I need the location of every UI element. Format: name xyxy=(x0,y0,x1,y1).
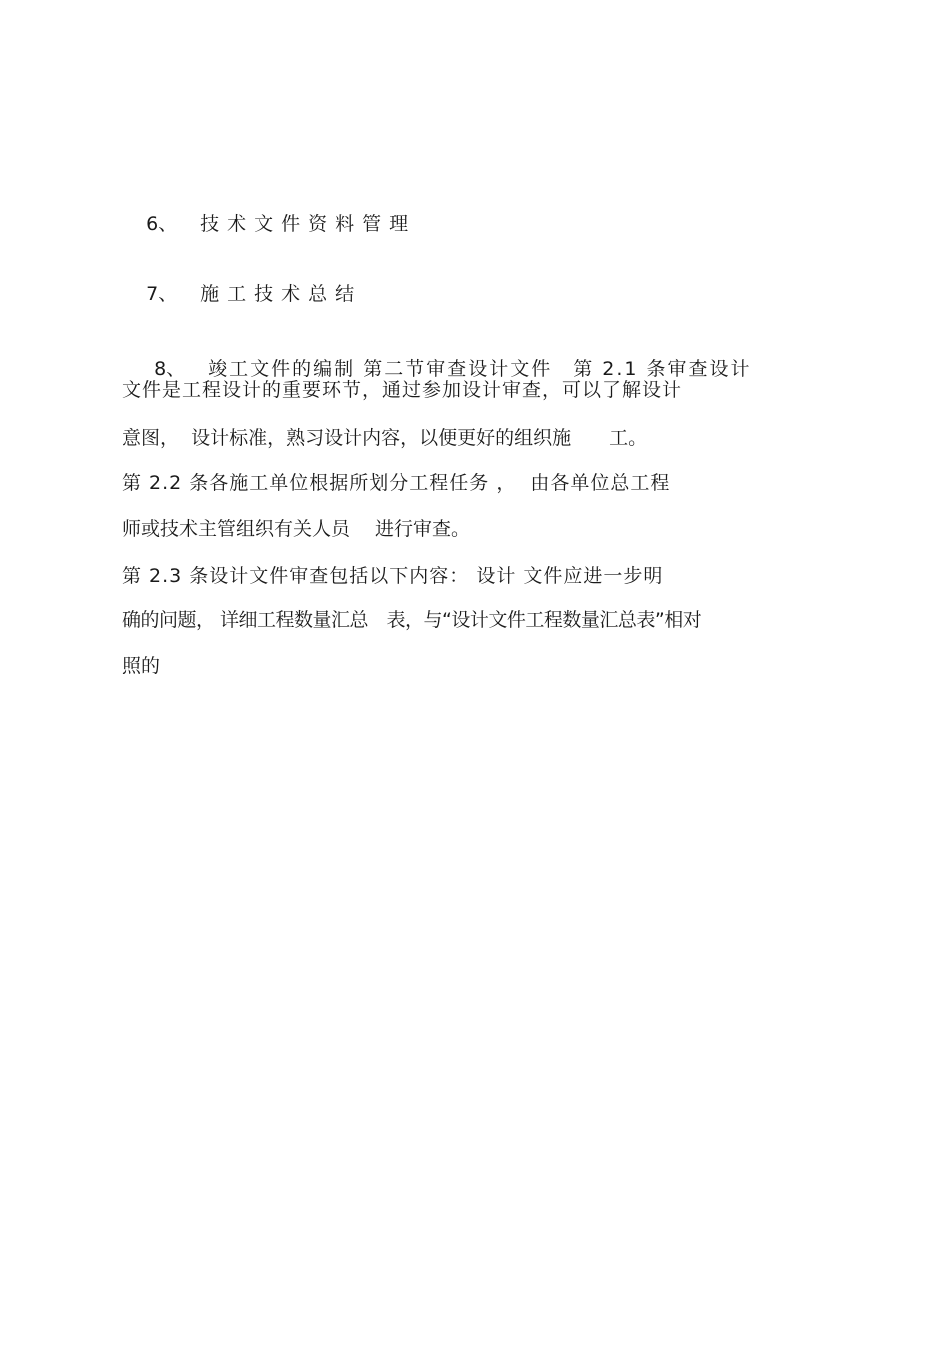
item-text: 竣工文件的编制 第二节审查设计文件 第 2.1 条审查设计 xyxy=(208,358,752,380)
paragraph-line: 第 2.3 条设计文件审查包括以下内容： 设计 文件应进一步明 xyxy=(122,565,664,587)
paragraph-line: 确的问题， 详细工程数量汇总 表，与“设计文件工程数量汇总表”相对 xyxy=(122,609,702,631)
item-text: 施工技术总结 xyxy=(200,283,363,305)
list-item-7 xyxy=(122,258,362,330)
item-number: 8、 xyxy=(154,358,186,380)
paragraph-line: 照的 xyxy=(122,655,161,677)
item-number: 6、 xyxy=(146,213,178,235)
paragraph-line: 意图， 设计标准，熟习设计内容，以便更好的组织施 工。 xyxy=(122,427,648,449)
list-item-6 xyxy=(122,188,416,260)
paragraph-line: 师或技术主管组织有关人员 进行审查。 xyxy=(122,518,471,540)
item-number: 7、 xyxy=(146,283,178,305)
paragraph-line: 第 2.2 条各施工单位根据所划分工程任务 ， 由各单位总工程 xyxy=(122,472,671,494)
paragraph-line: 文件是工程设计的重要环节，通过参加设计审查，可以了解设计 xyxy=(122,379,683,401)
item-text: 技术文件资料管理 xyxy=(200,213,417,235)
